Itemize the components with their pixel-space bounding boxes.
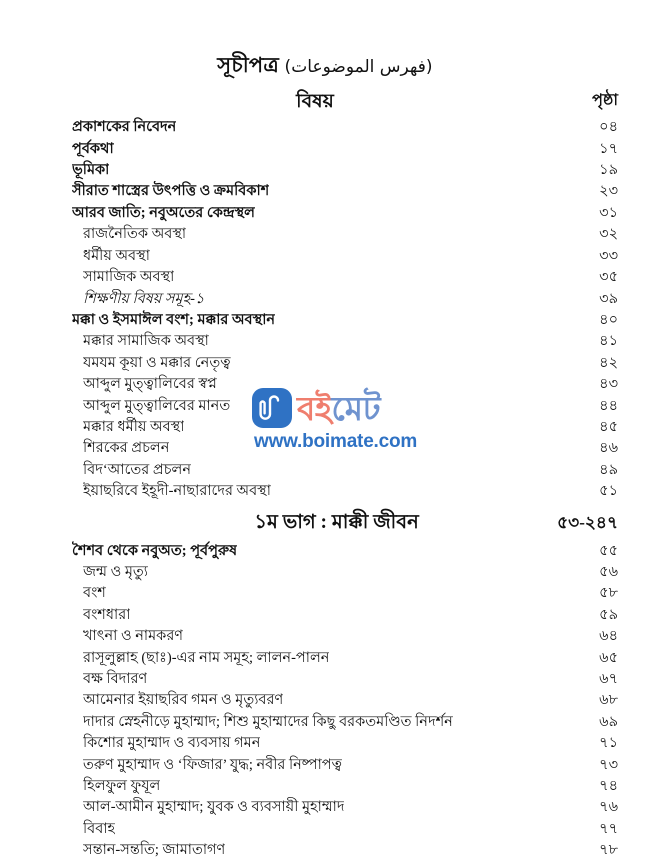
toc-entry-page: ১৭ (599, 140, 618, 157)
toc-entry[interactable] (72, 541, 618, 562)
toc-entry-label: মক্কা ও ইসমাঈল বংশ; মক্কার অবস্থান (72, 311, 276, 328)
toc-entry-label: রাজনৈতিক অবস্থা (83, 226, 187, 243)
toc-entry-page: ৬৭ (599, 671, 618, 687)
toc-entry-page: ১৯ (599, 162, 618, 179)
toc-entry[interactable] (72, 733, 618, 754)
toc-entry-page: ২৩ (599, 183, 618, 200)
toc-entry-page: ৩৩ (599, 247, 618, 264)
toc-entry-page: ৭৩ (599, 756, 618, 773)
toc-entry-label: মক্কার ধর্মীয় অবস্থা (83, 418, 185, 435)
toc-entry-page: ৭৮ (599, 842, 618, 859)
toc-entry-page: ৪৫ (599, 418, 618, 435)
part-heading-row (72, 508, 618, 538)
toc-entry-page: ৪৪ (599, 397, 618, 414)
toc-entry[interactable] (72, 374, 618, 395)
toc-entry[interactable] (72, 289, 618, 310)
toc-entry[interactable] (72, 203, 618, 224)
part-heading-page: ৫৩-২৪৭ (557, 512, 618, 532)
toc-entry[interactable] (72, 139, 618, 160)
toc-entry[interactable] (72, 310, 618, 331)
toc-entry-label: বক্ষ বিদারণ (83, 671, 148, 687)
toc-entry-label: আব্দুল মুত্ত্বালিবের স্বপ্ন (83, 376, 217, 393)
toc-entry-page: ৫৯ (599, 606, 618, 623)
toc-entry-label: বংশ (83, 585, 106, 602)
toc-entry-label: ধর্মীয় অবস্থা (83, 247, 150, 264)
toc-entry[interactable] (72, 605, 618, 626)
toc-entry-page: ৪০ (599, 311, 618, 328)
toc-entry-label: শৈশব থেকে নবুঅত; পূর্বপুরুষ (72, 542, 238, 559)
toc-entry-label: বিবাহ (83, 820, 116, 837)
toc-entry-label: শিরকের প্রচলন (83, 440, 170, 457)
page-title-arabic: (فهرس الموضوعات) (284, 57, 433, 77)
toc-entries-before-part (72, 117, 618, 502)
document-header (0, 0, 654, 113)
toc-entry[interactable] (72, 224, 618, 245)
toc-entry-page: ৭৪ (599, 778, 618, 795)
toc-entry-label: সামাজিক অবস্থা (83, 269, 175, 286)
toc-entry-label: আব্দুল মুত্ত্বালিবের মানত (83, 397, 231, 414)
toc-entry-page: ৩২ (599, 226, 618, 243)
toc-entry-page: ৪১ (599, 333, 618, 350)
toc-entry[interactable] (72, 246, 618, 267)
toc-entry[interactable] (72, 755, 618, 776)
toc-entry[interactable] (72, 117, 618, 138)
toc-entry-page: ৭৭ (599, 820, 618, 837)
toc-entry[interactable] (72, 819, 618, 840)
toc-entry-page: ৭৬ (599, 799, 618, 816)
toc-entry-page: ৭১ (599, 735, 618, 752)
toc-entry[interactable] (72, 331, 618, 352)
toc-entry-page: ৬৮ (599, 692, 618, 709)
toc-entry[interactable] (72, 583, 618, 604)
toc-entries-after-part (72, 541, 618, 862)
toc-entry[interactable] (72, 797, 618, 818)
toc-entry[interactable] (72, 669, 618, 690)
page-title-bengali: সূচীপত্র (217, 53, 279, 77)
toc-entry-page: ৬৫ (599, 649, 618, 666)
toc-entry[interactable] (72, 460, 618, 481)
toc-entry-page: ৩৯ (599, 290, 618, 307)
toc-entry-page: ৫১ (599, 483, 618, 500)
toc-entry-label: বংশধারা (83, 606, 131, 623)
toc-entry-label: প্রকাশকের নিবেদন (72, 119, 177, 136)
toc-entry-label: যমযম কূয়া ও মক্কার নেতৃত্ব (83, 354, 231, 371)
toc-entry-label: তরুণ মুহাম্মাদ ও ‘ফিজার’ যুদ্ধ; নবীর নিষ্পাপত্ব (83, 756, 342, 773)
toc-entry[interactable] (72, 648, 618, 669)
toc-entry[interactable] (72, 690, 618, 711)
toc-entry[interactable] (72, 712, 618, 733)
toc-entry-label: সন্তান-সন্ততি; জামাতাগণ (83, 842, 226, 859)
watermark-brand-part2: মেট (331, 389, 381, 427)
toc-entry[interactable] (72, 267, 618, 288)
column-headers (0, 87, 654, 113)
toc-entry-label: বিদ‘আতের প্রচলন (83, 461, 191, 478)
part-heading-label: ১ম ভাগ : মাক্কী জীবন (254, 511, 419, 533)
toc-entry-page: ৫৮ (599, 585, 618, 602)
toc-entry-page: ৪৩ (599, 376, 618, 393)
toc-entry-label: খাৎনা ও নামকরণ (83, 628, 184, 645)
toc-entry-page: ৪২ (599, 354, 618, 371)
toc-entry-label: আল-আমীন মুহাম্মাদ; যুবক ও ব্যবসায়ী মুহাম্মাদ (83, 799, 345, 816)
toc-entry-label: শিক্ষণীয় বিষয় সমূহ-১ (83, 290, 205, 307)
page-title (0, 52, 654, 78)
toc-entry-label: দাদার স্নেহনীড়ে মুহাম্মাদ; শিশু মুহাম্মাদের কিছু বরকতমণ্ডিত নিদর্শন (83, 713, 453, 730)
toc-entry[interactable] (72, 353, 618, 374)
toc-entry[interactable] (72, 438, 618, 459)
toc-entry-label: পূর্বকথা (72, 140, 114, 157)
toc-entry[interactable] (72, 181, 618, 202)
toc-entry-page: ৩৫ (599, 269, 618, 286)
toc-entry-page: ৬৪ (599, 628, 618, 645)
watermark-brand-part1: বই (297, 389, 332, 427)
toc-entry-label: ইয়াছরিবে ইহূদী-নাছারাদের অবস্থা (83, 483, 271, 500)
toc-entry-page: ৪৬ (599, 440, 618, 457)
toc-entry-label: সীরাত শাস্ত্রের উৎপত্তি ও ক্রমবিকাশ (72, 183, 270, 200)
toc-entry[interactable] (72, 396, 618, 417)
toc-entry-label: আরব জাতি; নবুঅতের কেন্দ্রস্থল (72, 204, 255, 221)
toc-entry[interactable] (72, 840, 618, 861)
column-header-page: পৃষ্ঠা (592, 92, 618, 110)
toc-entry[interactable] (72, 481, 618, 502)
toc-entry-label: হিলফুল ফুযূল (83, 778, 161, 795)
toc-entry-label: মক্কার সামাজিক অবস্থা (83, 333, 209, 350)
toc-entry[interactable] (72, 776, 618, 797)
toc-entry-label: কিশোর মুহাম্মাদ ও ব্যবসায় গমন (83, 735, 261, 752)
table-of-contents (0, 117, 654, 861)
toc-entry-label: জন্ম ও মৃত্যু (83, 563, 149, 580)
toc-entry[interactable] (72, 562, 618, 583)
toc-entry-page: ৩১ (599, 204, 618, 221)
toc-entry-page: ০৪ (599, 119, 618, 136)
toc-entry-label: রাসূলুল্লাহ (ছাঃ)-এর নাম সমূহ; লালন-পালন (83, 649, 330, 666)
toc-entry-page: ৫৬ (599, 563, 618, 580)
toc-entry[interactable] (72, 417, 618, 438)
toc-entry-label: আমেনার ইয়াছরিব গমন ও মৃত্যুবরণ (83, 692, 284, 709)
toc-entry-label: ভূমিকা (72, 162, 110, 179)
column-header-subject: বিষয় (296, 91, 334, 113)
toc-entry-page: ৬৯ (599, 713, 618, 730)
toc-entry-page: ৫৫ (599, 542, 618, 559)
watermark-url: www.boimate.com (254, 431, 418, 452)
toc-entry[interactable] (72, 626, 618, 647)
toc-entry[interactable] (72, 160, 618, 181)
toc-entry-page: ৪৯ (599, 461, 618, 478)
